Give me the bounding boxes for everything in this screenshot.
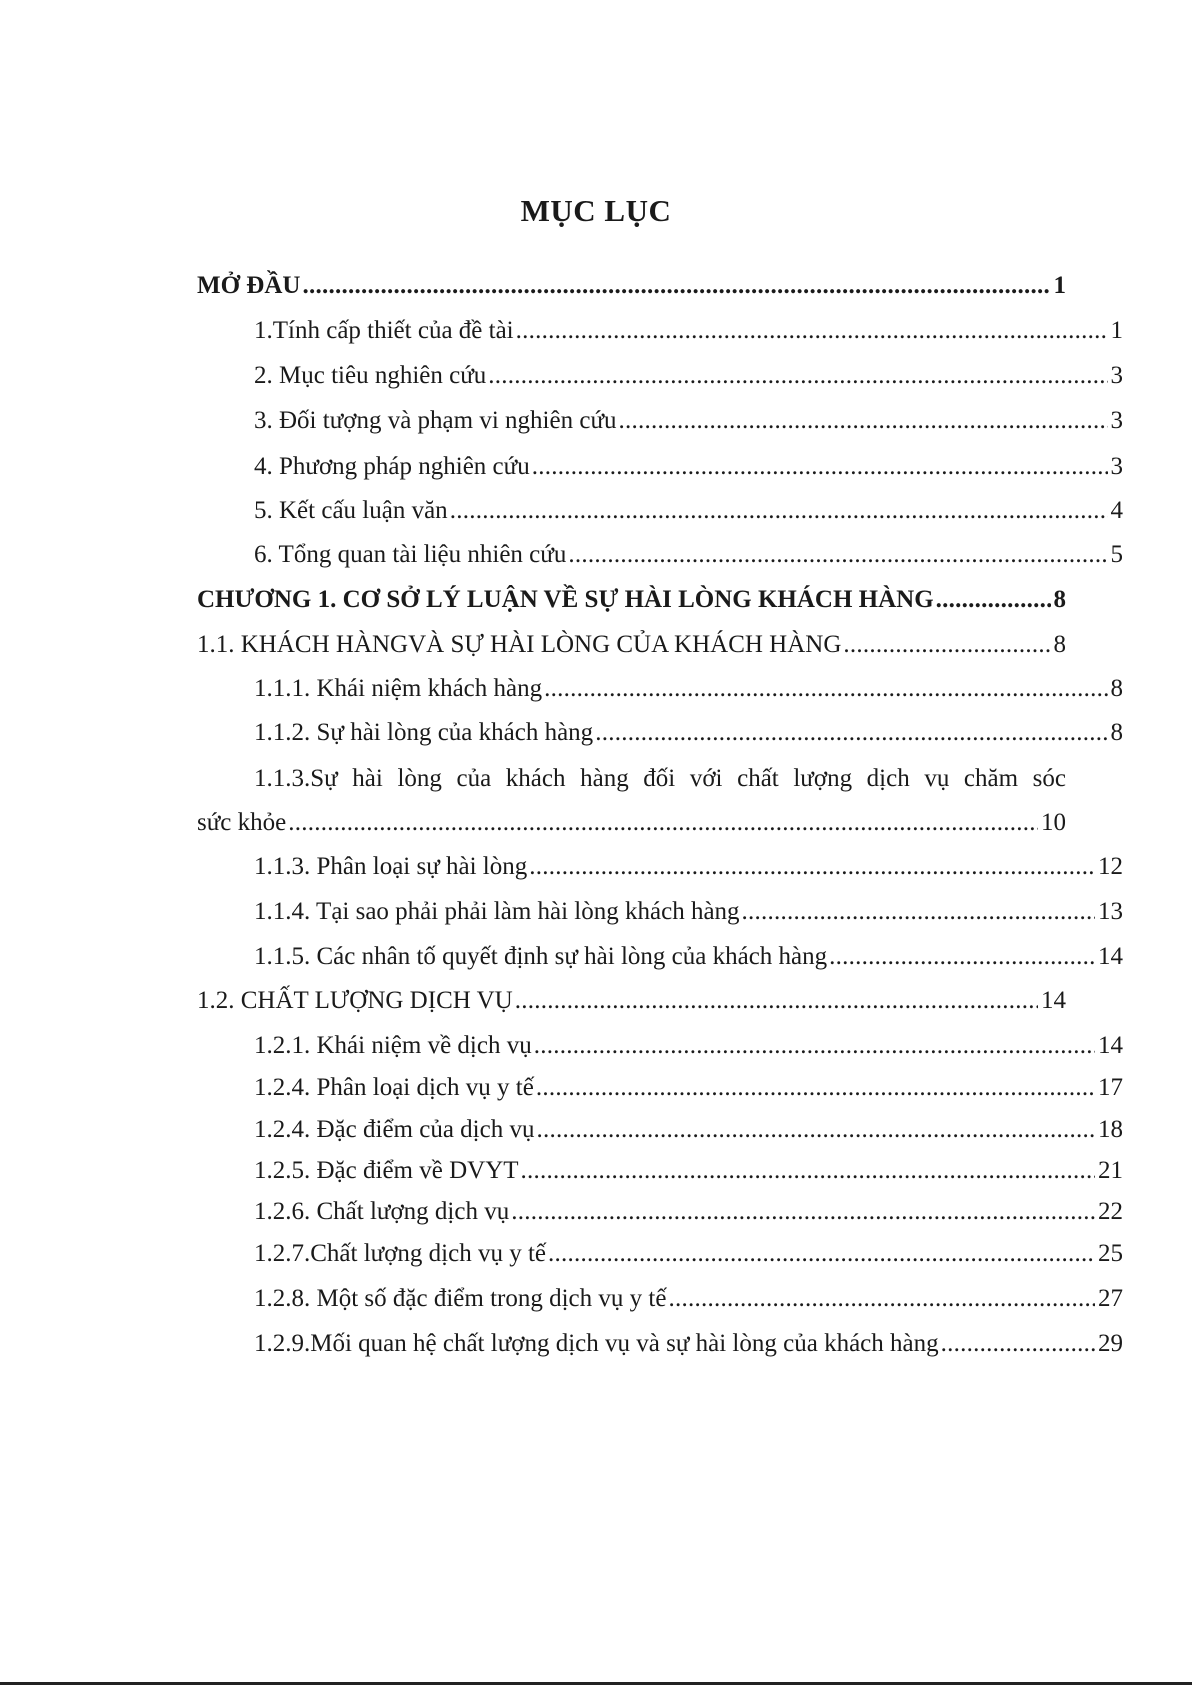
dot-leader	[742, 896, 1095, 928]
toc-entry-title: CHƯƠNG 1. CƠ SỞ LÝ LUẬN VỀ SỰ HÀI LÒNG KHÁCH HÀNG	[197, 586, 934, 613]
toc-entry-page: 12	[1098, 853, 1123, 880]
toc-entry[interactable]	[197, 1196, 1123, 1228]
toc-entry-title-continued: sức khỏe	[197, 809, 287, 836]
toc-entry-page: 3	[1110, 453, 1123, 480]
toc-entry[interactable]	[197, 539, 1123, 571]
dot-leader	[511, 1196, 1095, 1228]
dot-leader	[534, 1030, 1095, 1062]
toc-entry-title: 1.2.4. Đặc điểm của dịch vụ	[254, 1116, 535, 1143]
toc-entry-title: 1.2.5. Đặc điểm về DVYT	[254, 1157, 519, 1184]
toc-entry[interactable]	[197, 763, 1066, 836]
toc-entry-page: 17	[1098, 1074, 1123, 1101]
toc-heading[interactable]	[197, 985, 1066, 1017]
dot-leader	[516, 315, 1108, 347]
dot-leader	[532, 451, 1108, 483]
toc-entry-title: 5. Kết cấu luận văn	[254, 497, 448, 524]
toc-entry-page: 1	[1110, 317, 1123, 344]
toc-entry-title: 1.1. KHÁCH HÀNGVÀ SỰ HÀI LÒNG CỦA KHÁCH HÀNG	[197, 631, 842, 658]
dot-leader	[529, 851, 1095, 883]
dot-leader	[302, 270, 1050, 302]
toc-entry-title: 1.2.9.Mối quan hệ chất lượng dịch vụ và sự hài lòng của khách hàng	[254, 1330, 939, 1357]
toc-entry-page: 22	[1098, 1198, 1123, 1225]
dot-leader	[941, 1328, 1095, 1360]
toc-entry-page: 25	[1098, 1240, 1123, 1267]
toc-entry-title: 1.2.7.Chất lượng dịch vụ y tế	[254, 1240, 547, 1267]
dot-leader	[488, 360, 1107, 392]
toc-entry-title: 1.1.5. Các nhân tố quyết định sự hài lòng của khách hàng	[254, 943, 828, 970]
toc-entry-title: 1.2.4. Phân loại dịch vụ y tế	[254, 1074, 534, 1101]
toc-entry-title: 1.2. CHẤT LƯỢNG DỊCH VỤ	[197, 987, 513, 1014]
toc-entry-title: 2. Mục tiêu nghiên cứu	[254, 362, 487, 389]
dot-leader	[595, 717, 1107, 749]
toc-entry-title: 1.1.3. Phân loại sự hài lòng	[254, 853, 528, 880]
toc-entry[interactable]	[197, 1283, 1123, 1315]
toc-entry-title: 1.Tính cấp thiết của đề tài	[254, 317, 514, 344]
toc-entry[interactable]	[197, 1155, 1123, 1187]
toc-entry-title: 1.2.6. Chất lượng dịch vụ	[254, 1198, 510, 1225]
toc-entry-title: 4. Phương pháp nghiên cứu	[254, 453, 530, 480]
toc-entry-page: 1	[1053, 272, 1066, 299]
toc-entry[interactable]	[197, 1328, 1123, 1360]
toc-entry-page: 3	[1110, 362, 1123, 389]
toc-entry[interactable]	[197, 1238, 1123, 1270]
toc-entry-page: 4	[1110, 497, 1123, 524]
toc-entry-title: 3. Đối tượng và phạm vi nghiên cứu	[254, 407, 617, 434]
toc-entry[interactable]	[197, 315, 1123, 347]
dot-leader	[450, 495, 1108, 527]
toc-entry-page: 13	[1098, 898, 1123, 925]
dot-leader	[568, 539, 1107, 571]
dot-leader	[515, 985, 1038, 1017]
dot-leader	[536, 1114, 1095, 1146]
toc-heading[interactable]	[197, 629, 1066, 661]
toc-entry[interactable]	[197, 851, 1123, 883]
toc-entry-title: MỞ ĐẦU	[197, 272, 301, 299]
toc-entry-page: 18	[1098, 1116, 1123, 1143]
dot-leader	[619, 405, 1108, 437]
toc-heading[interactable]	[197, 270, 1066, 302]
toc-entry[interactable]	[197, 896, 1123, 928]
toc-entry-page: 8	[1053, 586, 1066, 613]
toc-entry[interactable]	[197, 1114, 1123, 1146]
toc-entry-title: 1.2.1. Khái niệm về dịch vụ	[254, 1032, 532, 1059]
toc-entry-page: 21	[1098, 1157, 1123, 1184]
dot-leader	[843, 629, 1050, 661]
toc-entry-page: 14	[1098, 943, 1123, 970]
toc-entry[interactable]	[197, 717, 1123, 749]
toc-entry[interactable]	[197, 495, 1123, 527]
toc-entry-page: 5	[1110, 541, 1123, 568]
toc-entry-page: 27	[1098, 1285, 1123, 1312]
toc-entry-title: 1.2.8. Một số đặc điểm trong dịch vụ y tế	[254, 1285, 667, 1312]
toc-entry[interactable]	[197, 1030, 1123, 1062]
toc-entry-continuation	[197, 807, 1066, 839]
dot-leader	[936, 584, 1051, 616]
toc-entry-page: 10	[1041, 809, 1066, 836]
toc-entry-page: 14	[1041, 987, 1066, 1014]
toc-entry[interactable]	[197, 360, 1123, 392]
dot-leader	[288, 807, 1038, 839]
toc-entry[interactable]	[197, 1072, 1123, 1104]
dot-leader	[544, 673, 1107, 705]
toc-entry[interactable]	[197, 673, 1123, 705]
toc-entry-page: 8	[1110, 675, 1123, 702]
toc-heading[interactable]	[197, 584, 1066, 616]
toc-entry-title: 1.1.3.Sự hài lòng của khách hàng đối với chất lượng dịch vụ chăm sóc	[254, 765, 1066, 792]
toc-entry-title: 1.1.1. Khái niệm khách hàng	[254, 675, 543, 702]
toc-entry-page: 14	[1098, 1032, 1123, 1059]
toc-title: MỤC LỤC	[520, 193, 672, 228]
toc-entry-page: 8	[1110, 719, 1123, 746]
toc-entry-title: 1.1.4. Tại sao phải phải làm hài lòng khách hàng	[254, 898, 740, 925]
dot-leader	[521, 1155, 1095, 1187]
toc-entry-title: 6. Tổng quan tài liệu nhiên cứu	[254, 541, 567, 568]
toc-entry-title: 1.1.2. Sự hài lòng của khách hàng	[254, 719, 594, 746]
toc-entry[interactable]	[197, 941, 1123, 973]
toc-entry[interactable]	[197, 405, 1123, 437]
toc-entry-page: 29	[1098, 1330, 1123, 1357]
toc-entry-page: 8	[1053, 631, 1066, 658]
dot-leader	[829, 941, 1095, 973]
toc-entry-page: 3	[1110, 407, 1123, 434]
toc-entry[interactable]	[197, 451, 1123, 483]
dot-leader	[548, 1238, 1095, 1270]
dot-leader	[668, 1283, 1095, 1315]
dot-leader	[536, 1072, 1095, 1104]
